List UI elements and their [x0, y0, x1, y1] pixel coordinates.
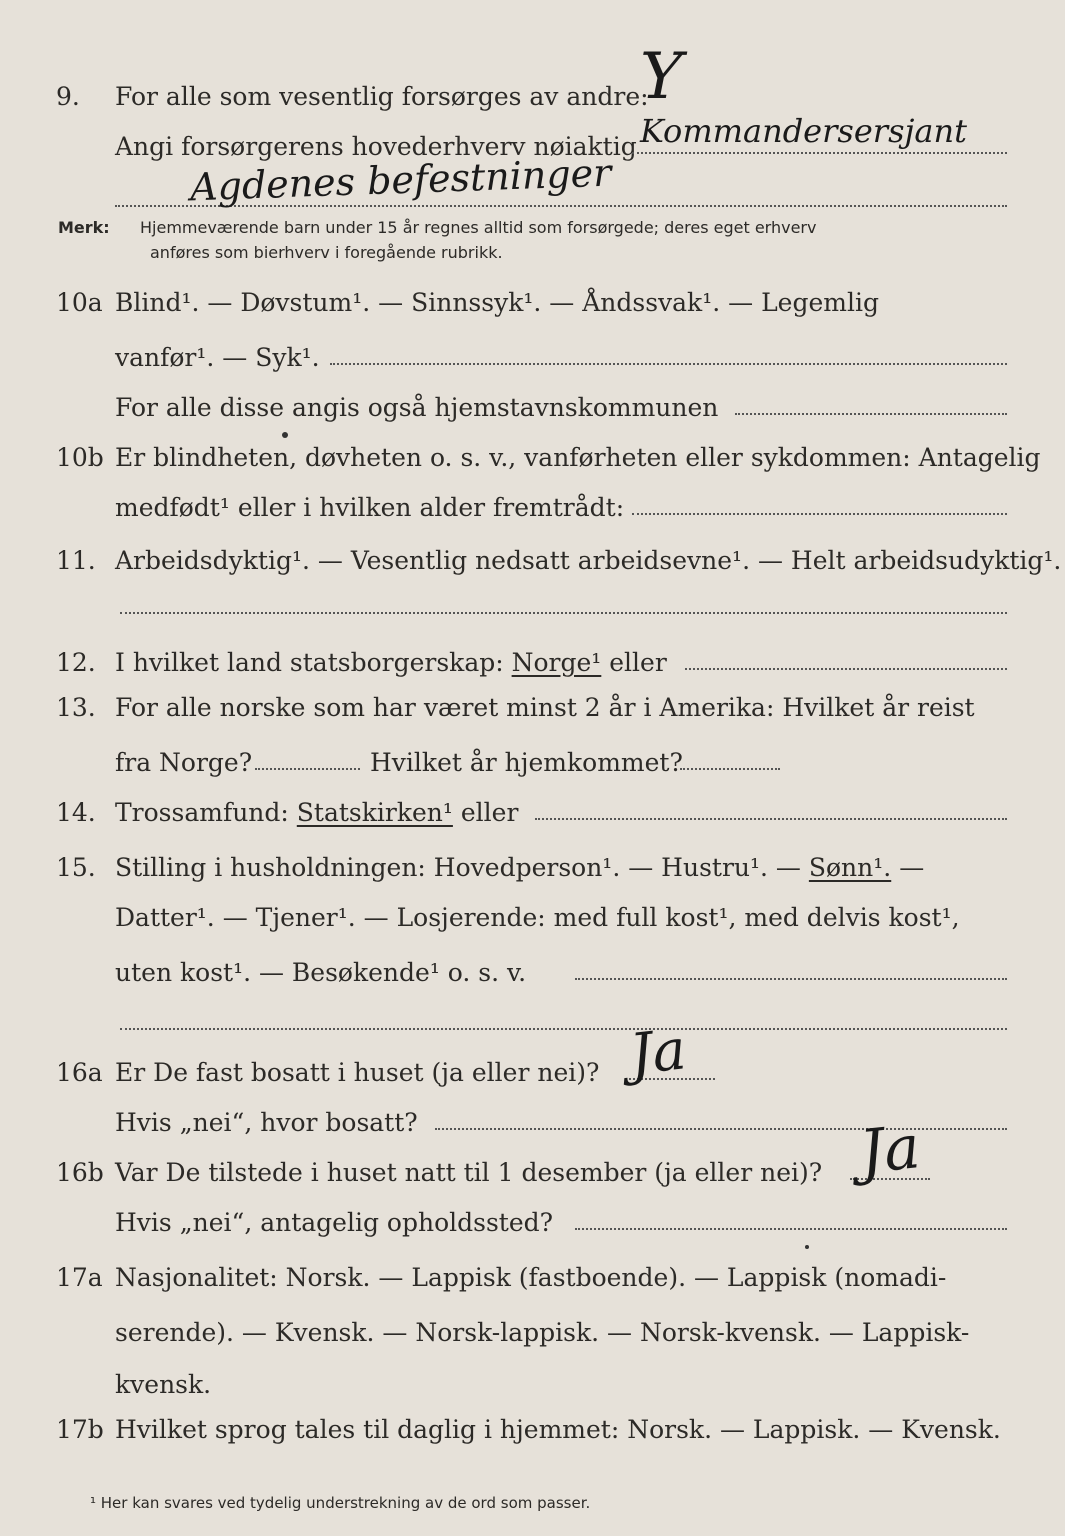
q14-text	[115, 798, 518, 827]
q17a-line-1: Nasjonalitet: Norsk. — Lappisk (fastboende). — Lappisk (nomadi-	[115, 1263, 947, 1292]
footnote: ¹ Her kan svares ved tydelig understrekning av de ord som passer.	[90, 1494, 591, 1512]
q15-underlined-answer: Sønn¹.	[808, 853, 892, 882]
q13-line-1: For alle norske som har været minst 2 år i Amerika: Hvilket år reist	[115, 693, 975, 722]
q12-underlined-answer: Norge¹	[511, 648, 602, 677]
q10b-answer-line	[632, 513, 1007, 515]
q14-underlined-answer: Statskirken¹	[296, 798, 453, 827]
ink-dot	[805, 1245, 809, 1249]
ink-dot	[282, 432, 288, 438]
q10a-line-3: For alle disse angis også hjemstavnskommunen	[115, 393, 719, 422]
q13-returned-label: Hvilket år hjemkommet?	[370, 748, 683, 777]
handwritten-answer-16a: Ja	[626, 1017, 690, 1088]
q10a-answer-line	[330, 363, 1007, 365]
item-number-16b: 16b	[56, 1158, 104, 1187]
note-line-1: Hjemmeværende barn under 15 år regnes alltid som forsørgede; deres eget erhverv	[140, 218, 817, 237]
item-number-16a: 16a	[56, 1058, 103, 1087]
q16a-residence-line	[435, 1128, 1007, 1130]
item-number-14: 14.	[56, 798, 96, 827]
q10b-line-2: medfødt¹ eller i hvilken alder fremtrådt:	[115, 493, 625, 522]
handwritten-answer-16b: Ja	[856, 1112, 924, 1188]
q13-returned-line	[680, 768, 780, 770]
q10a-home-municipality-line	[735, 413, 1007, 415]
handwritten-answer-9-check: Y	[640, 40, 683, 114]
handwritten-workplace: Agdenes befestninger	[189, 150, 612, 210]
q15-answer-line	[575, 978, 1007, 980]
q16a-line-2: Hvis „nei“, hvor bosatt?	[115, 1108, 418, 1137]
q17b-text: Hvilket sprog tales til daglig i hjemmet: Norsk. — Lappisk. — Kvensk.	[115, 1415, 1001, 1444]
q15-line-1-text: Stilling i husholdningen: Hovedperson¹. — Hustru¹. —	[115, 853, 801, 882]
item-number-17b: 17b	[56, 1415, 104, 1444]
item-number-11: 11.	[56, 546, 96, 575]
handwritten-occupation: Kommandersersjant	[640, 112, 967, 150]
q15-line-1	[115, 853, 924, 882]
q12-text	[115, 648, 667, 677]
item-number-12: 12.	[56, 648, 96, 677]
q13-emigrated-line	[255, 768, 360, 770]
q13-emigrated-label: fra Norge?	[115, 748, 253, 777]
q9-text: For alle som vesentlig forsørges av andre:	[115, 82, 649, 111]
q16b-line-1: Var De tilstede i huset natt til 1 desember (ja eller nei)?	[115, 1158, 823, 1187]
q17a-line-3: kvensk.	[115, 1370, 212, 1399]
q16a-line-1: Er De fast bosatt i huset (ja eller nei)?	[115, 1058, 600, 1087]
note-line-2: anføres som bierhverv i foregående rubrikk.	[150, 243, 503, 262]
q11-text: Arbeidsdyktig¹. — Vesentlig nedsatt arbeidsevne¹. — Helt arbeidsudyktig¹.	[115, 546, 1062, 575]
note-label: Merk:	[58, 218, 110, 237]
q14-answer-line	[535, 818, 1007, 820]
q15-extra-line	[120, 1028, 1007, 1030]
item-number-10b: 10b	[56, 443, 104, 472]
q15-line-2: Datter¹. — Tjener¹. — Losjerende: med full kost¹, med delvis kost¹,	[115, 903, 960, 932]
item-number-17a: 17a	[56, 1263, 103, 1292]
q15-line-3: uten kost¹. — Besøkende¹ o. s. v.	[115, 958, 527, 987]
q10a-line-2: vanfør¹. — Syk¹.	[115, 343, 320, 372]
q10a-line-1: Blind¹. — Døvstum¹. — Sinnssyk¹. — Åndssvak¹. — Legemlig	[115, 288, 879, 317]
q9-occupation-line	[632, 152, 1007, 154]
q11-answer-line	[120, 612, 1007, 614]
q12-answer-line	[685, 668, 1007, 670]
q14-label: Trossamfund:	[115, 798, 289, 827]
q16b-whereabouts-line	[575, 1228, 1007, 1230]
q15-dash: —	[899, 853, 925, 882]
q12-or: eller	[609, 648, 667, 677]
item-number-9: 9.	[56, 82, 80, 111]
q12-label: I hvilket land statsborgerskap:	[115, 648, 504, 677]
q16b-line-2: Hvis „nei“, antagelig opholdssted?	[115, 1208, 554, 1237]
q9-occupation-label: Angi forsørgerens hovederhverv nøiaktig	[115, 132, 637, 161]
q14-or: eller	[460, 798, 519, 827]
item-number-15: 15.	[56, 853, 96, 882]
q17a-line-2: serende). — Kvensk. — Norsk-lappisk. — Norsk-kvensk. — Lappisk-	[115, 1318, 970, 1347]
q10b-line-1: Er blindheten, døvheten o. s. v., vanførheten eller sykdommen: Antagelig	[115, 443, 1041, 472]
item-number-10a: 10a	[56, 288, 103, 317]
item-number-13: 13.	[56, 693, 96, 722]
